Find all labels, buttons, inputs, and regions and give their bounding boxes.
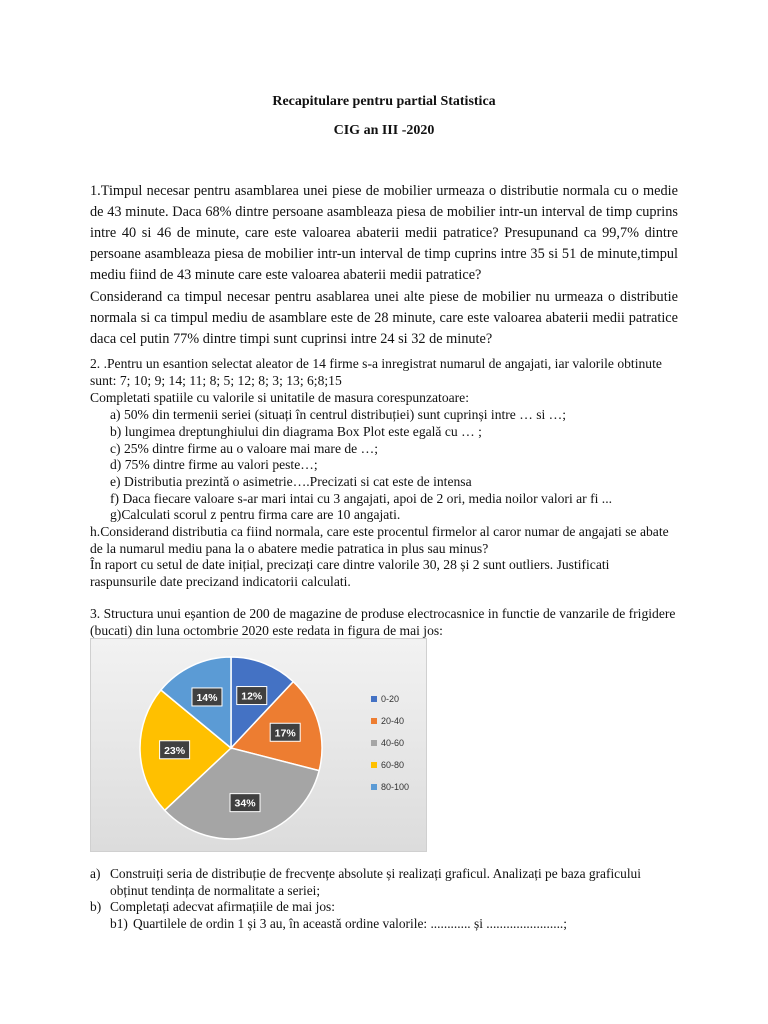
problem1-paragraph1: 1.Timpul necesar pentru asamblarea unei piese de mobilier urmeaza o distributie normala cu o medie de 43 minute. Daca 68% dintre persoane asambleaza piesa de mobilier intr-un interval de timp cuprins intre 40 si 46 de minute, care este valoarea abaterii medii patratice? Presupunand ca 99,7% dintre persoane asambleaza piesa de mobilier intr-un interval de timp cuprins intre 35 si 51 de minute,timpul mediu fiind de 43 minute care este valoarea abaterii medii patratice? (90, 183, 678, 283)
pie-label-40-60 (230, 794, 260, 812)
problem2-line1: 2. .Pentru un esantion selectat aleator de 14 firme s-a inregistrat numarul de angajati, iar valorile obtinute (90, 356, 662, 371)
svg-text:17%: 17% (274, 727, 296, 740)
problem2-item-h-line2: de la numarul mediu pana la o abatere medie patratica in plus sau minus? (90, 541, 489, 556)
problem2-line3: Completati spatiile cu valorile si unitatile de masura corespunzatoare: (90, 390, 469, 405)
problem2-outliers-line1: În raport cu setul de date inițial, precizați care dintre valorile 30, 28 și 2 sunt outliers. Justificati (90, 557, 610, 572)
legend-item-0-20 (371, 694, 399, 704)
legend-swatch (371, 784, 377, 790)
legend-label: 20-40 (381, 716, 405, 726)
pie-label-20-40 (270, 723, 300, 741)
problem2-item-a: a) 50% din termenii seriei (situați în centrul distribuției) sunt cuprinși intre … si …; (110, 407, 567, 422)
legend-swatch (371, 762, 377, 768)
problem3-b-label: b) (90, 899, 102, 914)
problem2-line2: sunt: 7; 10; 9; 14; 11; 8; 5; 12; 8; 3; 13; 6;8;15 (90, 373, 342, 388)
svg-text:34%: 34% (234, 797, 256, 810)
problem2-item-b: b) lungimea dreptunghiului din diagrama Box Plot este egală cu … ; (110, 424, 482, 439)
problem3-a-line1: Construiți seria de distribuție de frecvențe absolute și realizați graficul. Analizați pe baza graficului (110, 866, 641, 881)
legend-item-40-60 (371, 738, 404, 748)
svg-text:12%: 12% (241, 690, 263, 703)
problem1-paragraph2: Considerand ca timpul necesar pentru asablarea unei alte piese de mobilier nu urmeaza o distributie normala si ca timpul mediu de asamblare este de 28 minute, care este valoarea abaterii medii patratice daca cel putin 77% dintre timpi sunt cuprinsi intre 24 si 32 de minute? (90, 289, 678, 347)
problem3-a-label: a) (90, 866, 101, 881)
pie-chart-panel (90, 638, 427, 852)
problem2-item-h-line1: h.Considerand distributia ca fiind normala, care este procentul firmelor al caror numar de angajati se abate (90, 524, 669, 539)
legend-label: 80-100 (381, 782, 410, 792)
problem2-item-c: c) 25% dintre firme au o valoare mai mare de …; (110, 441, 378, 456)
legend-item-80-100 (371, 782, 409, 792)
legend-swatch (371, 696, 377, 702)
legend-item-20-40 (371, 716, 404, 726)
problem2-item-f: f) Daca fiecare valoare s-ar mari intai cu 3 angajati, apoi de 2 ori, media noilor valori ar fi ... (110, 491, 612, 506)
legend-swatch (371, 740, 377, 746)
pie-label-0-20 (237, 687, 267, 705)
document-title: Recapitulare pentru partial Statistica (272, 94, 496, 109)
problem3-line2: (bucati) din luna octombrie 2020 este redata in figura de mai jos: (90, 623, 443, 638)
problem3-line1: 3. Structura unui eșantion de 200 de magazine de produse electrocasnice in functie de vanzarile de frigidere (90, 606, 676, 621)
legend-label: 0-20 (381, 694, 400, 704)
problem2-item-d: d) 75% dintre firme au valori peste…; (110, 457, 318, 472)
svg-text:14%: 14% (196, 691, 218, 704)
problem2-item-e: e) Distributia prezintă o asimetrie….Precizati si cat este de intensa (110, 474, 472, 489)
problem3-b-text: Completați adecvat afirmațiile de mai jos: (110, 899, 335, 914)
pie-label-60-80 (160, 741, 190, 759)
problem2-outliers-line2: raspunsurile date precizand indicatorii calculati. (90, 574, 351, 589)
problem2-item-g: g)Calculati scorul z pentru firma care are 10 angajati. (110, 507, 401, 522)
legend-swatch (371, 718, 377, 724)
legend-label: 40-60 (381, 738, 405, 748)
legend-label: 60-80 (381, 760, 405, 770)
pie-label-80-100 (192, 688, 222, 706)
problem3-b1-label: b1) (110, 916, 128, 931)
problem3-a-line2: obținut tendința de normalitate a seriei; (110, 883, 321, 898)
problem3-b1-text: Quartilele de ordin 1 și 3 au, în această ordine valorile: ............ și .......................; (133, 916, 567, 931)
legend-item-60-80 (371, 760, 404, 770)
svg-text:23%: 23% (164, 744, 186, 757)
document-subtitle: CIG an III -2020 (333, 123, 435, 138)
